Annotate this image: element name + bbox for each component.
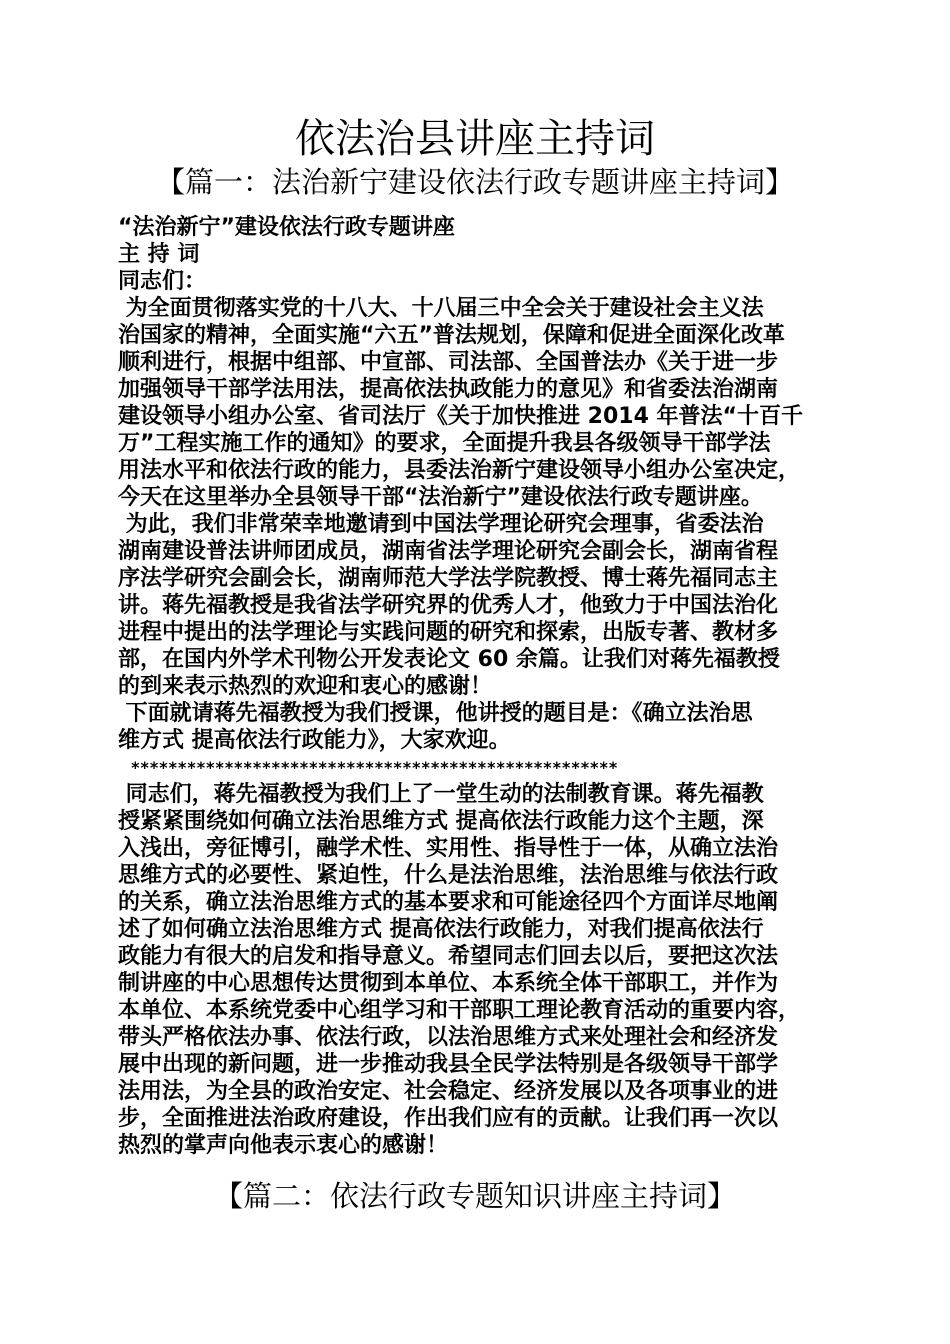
paragraph-line: 治国家的精神，全面实施“六五”普法规划，保障和促进全面深化改革 bbox=[118, 323, 785, 348]
header-line: “法治新宁”建设依法行政专题讲座 bbox=[118, 215, 455, 240]
paragraph-line: 步，全面推进法治政府建设，作出我们应有的贡献。让我们再一次以 bbox=[118, 1106, 779, 1131]
paragraph-line: 为此，我们非常荣幸地邀请到中国法学理论研究会理事，省委法治 bbox=[118, 512, 764, 537]
paragraph-line: 的到来表示热烈的欢迎和衷心的感谢！ bbox=[118, 674, 493, 699]
section-heading-2: 【篇二：依法行政专题知识讲座主持词】 bbox=[213, 1179, 736, 1213]
paragraph-line: 述了如何确立法治思维方式 提高依法行政能力，对我们提高依法行 bbox=[118, 917, 764, 942]
paragraph-line: 为全面贯彻落实党的十八大、十八届三中全会关于建设社会主义法 bbox=[118, 296, 764, 321]
paragraph-line: 万”工程实施工作的通知》的要求，全面提升我县各级领导干部学法 bbox=[118, 431, 771, 456]
paragraph-line: 政能力有很大的启发和指导意义。希望同志们回去以后，要把这次法 bbox=[118, 944, 779, 969]
paragraph-line: 同志们，蒋先福教授为我们上了一堂生动的法制教育课。蒋先福教 bbox=[118, 782, 764, 807]
paragraph-line: 用法水平和依法行政的能力，县委法治新宁建设领导小组办公室决定， bbox=[118, 458, 801, 483]
paragraph-line: 今天在这里举办全县领导干部“法治新宁”建设依法行政专题讲座。 bbox=[118, 485, 763, 510]
paragraph-line: 进程中提出的法学理论与实践问题的研究和探索，出版专著、教材多 bbox=[118, 620, 779, 645]
paragraph-line: 制讲座的中心思想传达贯彻到本单位、本系统全体干部职工，并作为 bbox=[118, 971, 779, 996]
paragraph-line: 讲。蒋先福教授是我省法学研究界的优秀人才，他致力于中国法治化 bbox=[118, 593, 779, 618]
paragraph-line: 带头严格依法办事、依法行政，以法治思维方式来处理社会和经济发 bbox=[118, 1025, 779, 1050]
paragraph-line: 下面就请蒋先福教授为我们授课，他讲授的题目是：《确立法治思 bbox=[118, 701, 753, 726]
document-body bbox=[118, 214, 848, 1159]
header-line: 主 持 词 bbox=[118, 242, 200, 267]
separator-line: **************************************************** bbox=[118, 758, 619, 777]
paragraph-line: 建设领导小组办公室、省司法厅《关于加快推进 2014 年普法“十百千 bbox=[118, 404, 804, 429]
paragraph-line: 入浅出，旁征博引，融学术性、实用性、指导性于一体，从确立法治 bbox=[118, 836, 779, 861]
paragraph-line: 展中出现的新问题，进一步推动我县全民学法特别是各级领导干部学 bbox=[118, 1052, 779, 1077]
paragraph-line: 本单位、本系统党委中心组学习和干部职工理论教育活动的重要内容， bbox=[118, 998, 801, 1023]
header-line: 同志们： bbox=[118, 269, 207, 294]
paragraph-line: 授紧紧围绕如何确立法治思维方式 提高依法行政能力这个主题，深 bbox=[118, 809, 764, 834]
paragraph-line: 序法学研究会副会长，湖南师范大学法学院教授、博士蒋先福同志主 bbox=[118, 566, 779, 591]
paragraph-line: 湖南建设普法讲师团成员，湖南省法学理论研究会副会长，湖南省程 bbox=[118, 539, 779, 564]
paragraph-line: 的关系，确立法治思维方式的基本要求和可能途径四个方面详尽地阐 bbox=[118, 890, 779, 915]
document-title: 依法治县讲座主持词 bbox=[295, 116, 655, 162]
paragraph-line: 思维方式的必要性、紧迫性，什么是法治思维，法治思维与依法行政 bbox=[118, 863, 779, 888]
paragraph-line: 加强领导干部学法用法，提高依法执政能力的意见》和省委法治湖南 bbox=[118, 377, 779, 402]
paragraph-line: 顺利进行，根据中组部、中宣部、司法部、全国普法办《关于进一步 bbox=[118, 350, 779, 375]
paragraph-line: 部，在国内外学术刊物公开发表论文 60 余篇。让我们对蒋先福教授 bbox=[118, 647, 780, 672]
paragraph-line: 维方式 提高依法行政能力》，大家欢迎。 bbox=[118, 728, 511, 753]
section-heading-1: 【篇一：法治新宁建设依法行政专题讲座主持词】 bbox=[155, 165, 794, 199]
paragraph-line: 法用法，为全县的政治安定、社会稳定、经济发展以及各项事业的进 bbox=[118, 1079, 779, 1104]
paragraph-line: 热烈的掌声向他表示衷心的感谢！ bbox=[118, 1133, 449, 1158]
